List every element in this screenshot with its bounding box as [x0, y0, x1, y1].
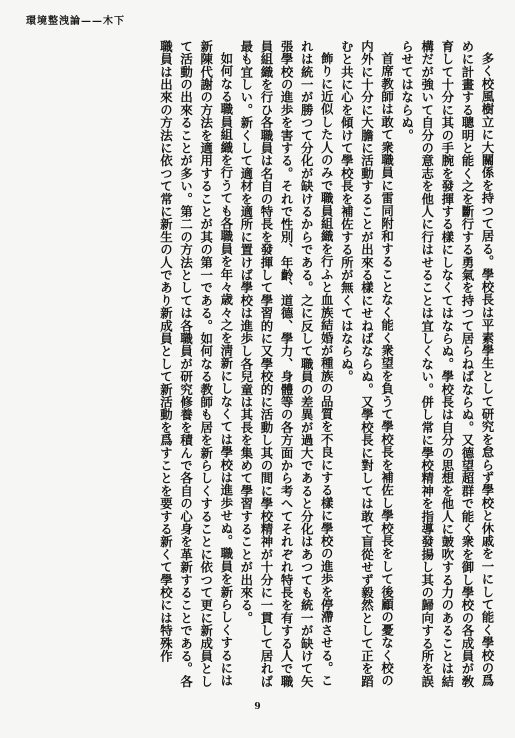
body-text: [3, 40, 497, 690]
paragraph-staff-renewal: 如何なる職員組織を行うても各職員を年々歳々之を淸新にしなくては學校は進歩せぬ。職員を新らしくするには新陳代謝の方法を適用することが其の第一である。如何なる教師も居を新らしくすることに依つて更に新成員として活動の出來ることが多い。第二の方法としては各職員が研究修養を積んで各自の心身を革新することである。各職員は出來の方法に依つて常に新生の人であり新成員として新活動を爲すことを要する新くて學校には特殊作: [158, 40, 234, 688]
page-number: 9: [254, 702, 261, 712]
paragraph-head-teacher: 首席教師は敢て衆職員に雷同附和することなく能く衆望を負うて學校長を補佐し學校長をして後顧の憂なく校の内外に十分に大膽に活動することが出來る樣にせねばならぬ。又學校長に對しては敢て盲從せず毅然として正を蹈むと共に心を傾けて學校長を補佐する所が無くてはならぬ。: [339, 40, 395, 688]
running-head: 環境整洩論——木下: [26, 16, 125, 27]
paragraph-principal-role: 多く校風樹立に大關係を持つて居る。學校長は平素學生として研究を怠らず學校と休戚を一にして能く學校の爲めに計畫する聰明と能く之を斷行する勇氣を持つて居らねばならぬ。又德望超群で能く衆を御し學校の各成員が敎育して十分に其の手腕を發揮する樣にしなくてはならぬ。學校長は自分の思想を他人に皷吹する力のあることは結構だが強いて自分の意志を他人に行はせることは宜しくない。併し常に學校精神を指導發揚し其の歸向する所を誤らせてはならぬ。: [399, 40, 495, 688]
paragraph-staff-composition: 飾りに近似した人のみで職員組織を行ふと血族結婚が種族の品質を不良にする樣に學校の進歩を停滯させる。これは統一が勝つて分化が缺けるからである。之に反して職員の差異が過大であると分化はあつても統一が缺けて矢張學校の進歩を害する。それで性別、年齡、道德、學力、身體等の各方面から考へてそれぞれ特長を有する人で職員組織を行ひ各職員は名自の特長を發揮して學習的に又學校的に活動し其の間に學校精神が十分に一貫して居れば最も宜しい。新くして適材を適所に置けば學校は進歩し各兒童は其長を集めて學習することが出來る。: [238, 40, 335, 688]
